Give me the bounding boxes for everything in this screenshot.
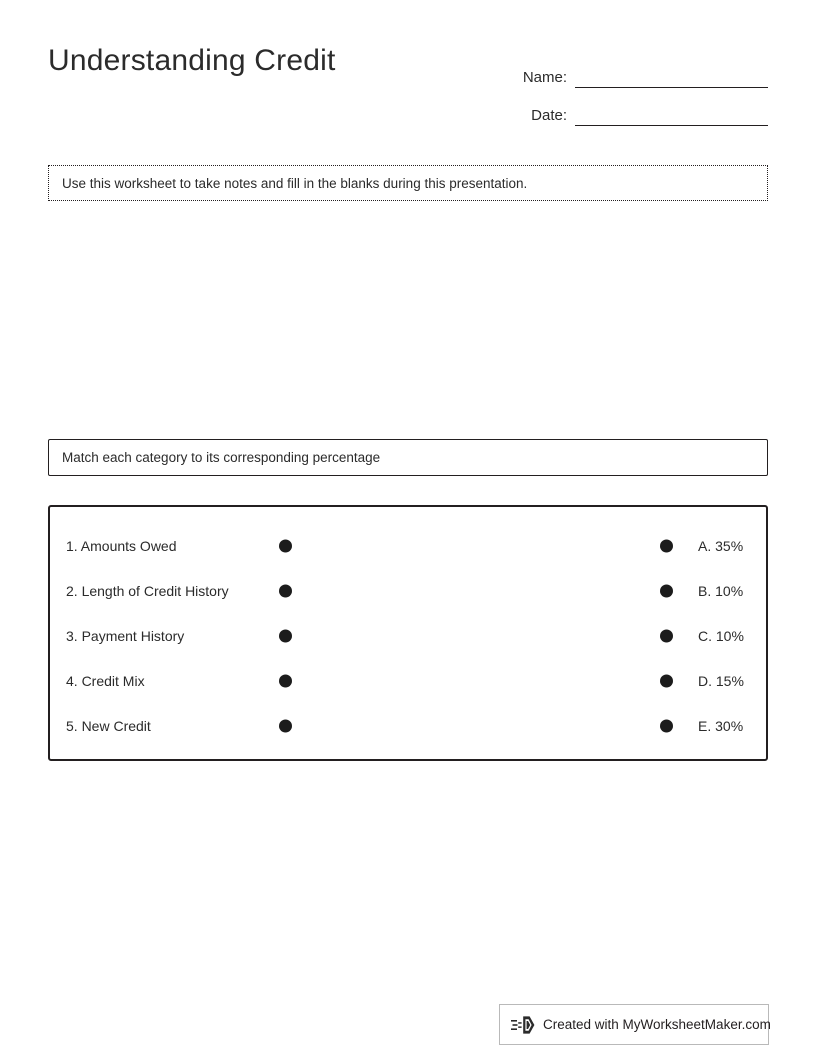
name-input-line[interactable]	[575, 67, 768, 88]
match-left-label: 3. Payment History	[66, 628, 185, 644]
name-date-fields	[498, 50, 768, 126]
matching-exercise-box	[48, 505, 768, 761]
match-left-label: 5. New Credit	[66, 718, 151, 734]
match-row	[50, 703, 766, 749]
match-left-label: 2. Length of Credit History	[66, 583, 229, 599]
match-left-label: 4. Credit Mix	[66, 673, 145, 689]
match-right-dot[interactable]	[660, 720, 673, 733]
match-left-dot[interactable]	[279, 675, 292, 688]
date-label: Date:	[531, 107, 567, 124]
footer-badge[interactable]	[499, 1004, 769, 1045]
match-right-label: D. 15%	[698, 673, 744, 689]
match-left-dot[interactable]	[279, 630, 292, 643]
match-right-dot[interactable]	[660, 585, 673, 598]
match-right-dot[interactable]	[660, 675, 673, 688]
footer-text: Created with MyWorksheetMaker.com	[543, 1017, 771, 1032]
match-row	[50, 568, 766, 614]
match-left-dot[interactable]	[279, 720, 292, 733]
match-left-dot[interactable]	[279, 585, 292, 598]
match-right-dot[interactable]	[660, 630, 673, 643]
matching-prompt-text: Match each category to its corresponding percentage	[62, 450, 381, 465]
match-row	[50, 613, 766, 659]
match-left-dot[interactable]	[279, 540, 292, 553]
date-input-line[interactable]	[575, 105, 768, 126]
name-label: Name:	[522, 69, 567, 86]
match-right-label: E. 30%	[698, 718, 744, 734]
name-field-row	[498, 50, 768, 88]
match-row	[50, 658, 766, 704]
match-right-label: A. 35%	[698, 538, 744, 554]
match-right-label: B. 10%	[698, 583, 744, 599]
matching-prompt-box	[48, 439, 768, 476]
page-title: Understanding Credit	[48, 44, 336, 77]
date-field-row	[498, 88, 768, 126]
match-right-dot[interactable]	[660, 540, 673, 553]
match-right-label: C. 10%	[698, 628, 744, 644]
myworksheetmaker-logo-icon	[511, 1014, 537, 1036]
match-left-label: 1. Amounts Owed	[66, 538, 177, 554]
instruction-box	[48, 165, 768, 201]
match-row	[50, 523, 766, 569]
worksheet-header	[48, 44, 768, 124]
instruction-text: Use this worksheet to take notes and fill in the blanks during this presentation.	[62, 175, 528, 191]
